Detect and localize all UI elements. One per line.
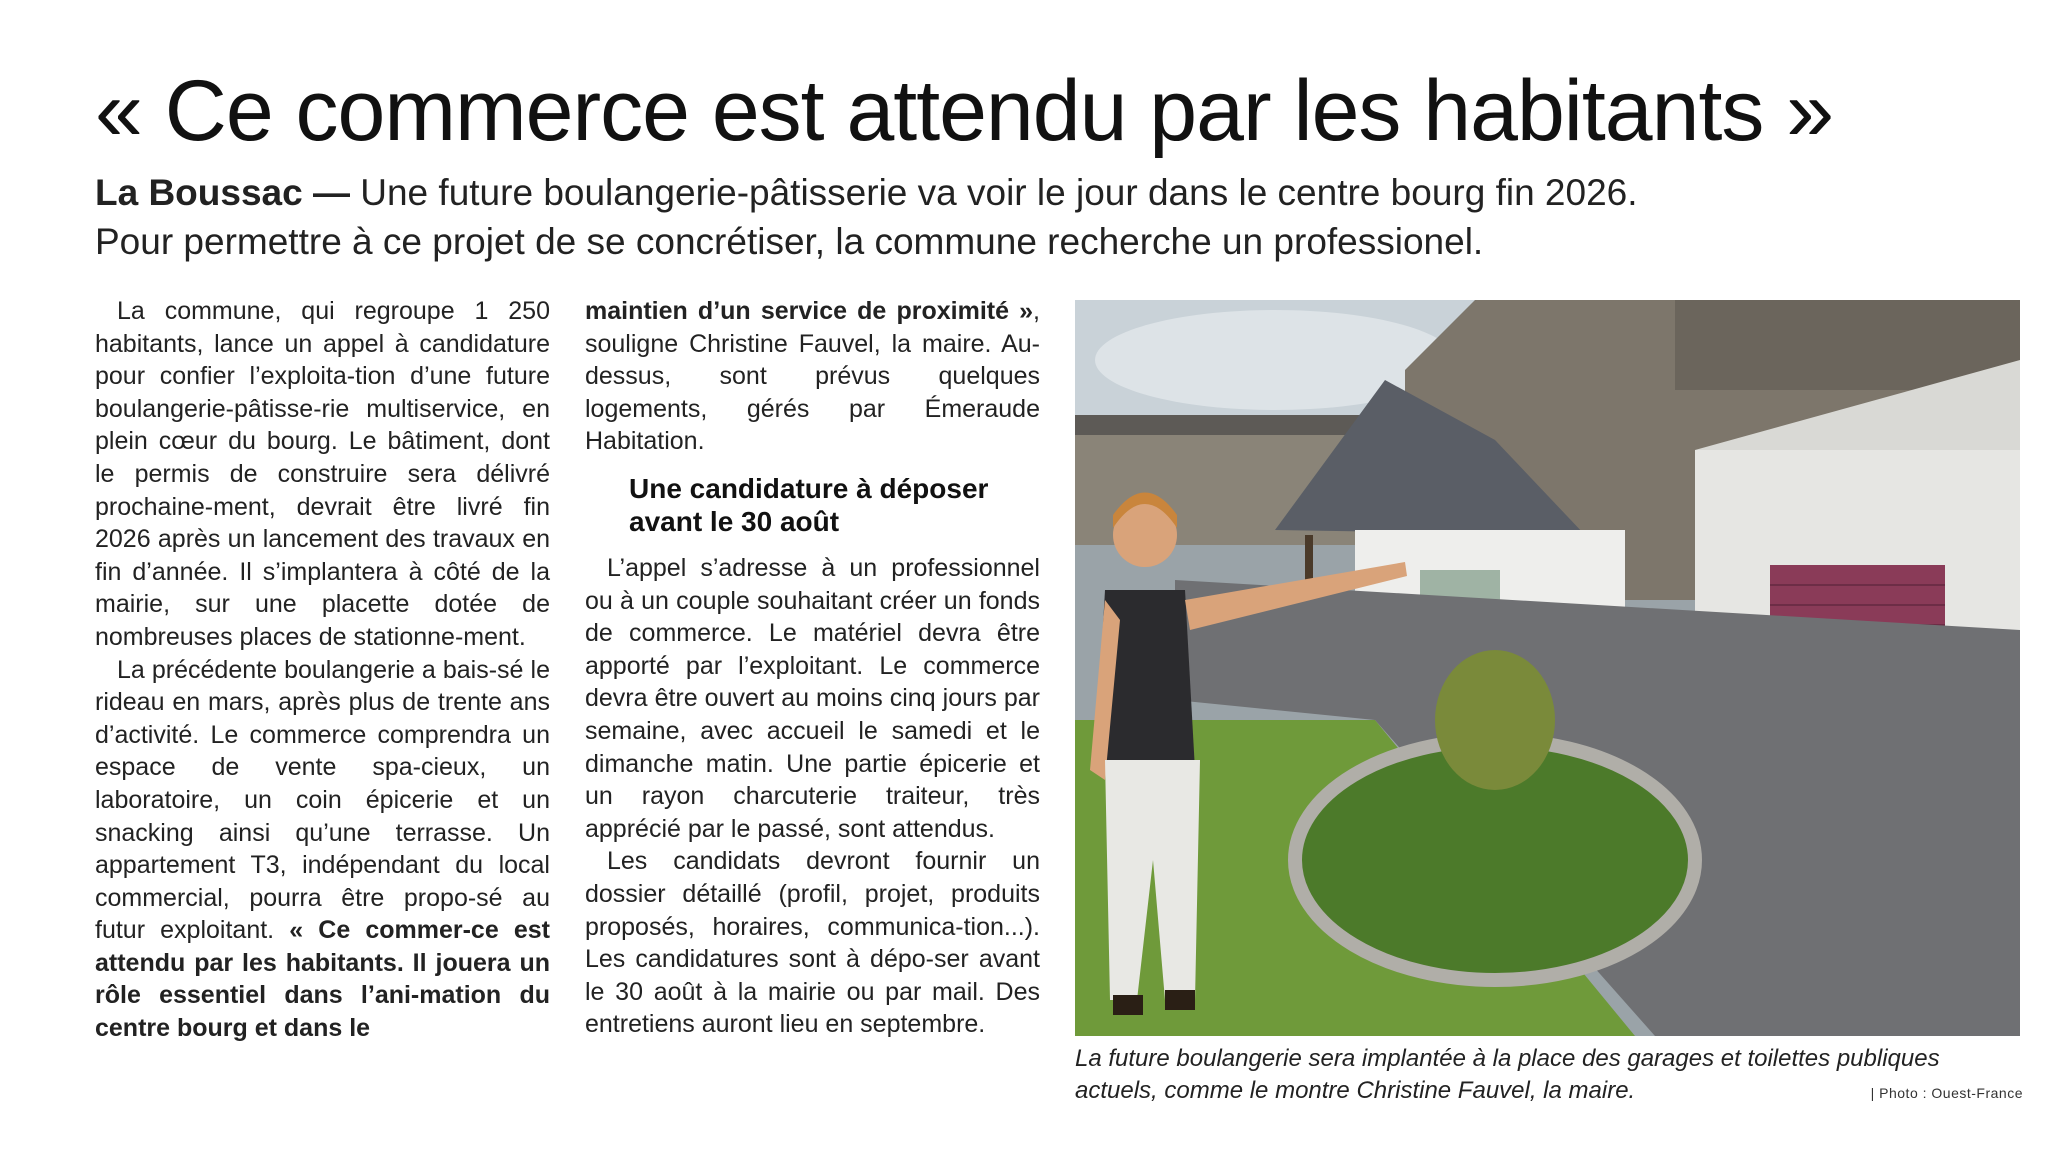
article-column-2	[585, 295, 1040, 1041]
dateline-location: La Boussac —	[95, 172, 350, 213]
photo-caption: La future boulangerie sera implantée à la place des garages et toilettes publiques actuels, comme le montre Christine Fauvel, la maire.	[1075, 1045, 1940, 1104]
headline: « Ce commerce est attendu par les habitants »	[95, 63, 1834, 159]
article-column-1	[95, 295, 550, 1045]
standfirst-line-2: Pour permettre à ce projet de se concrétiser, la commune recherche un professionel.	[95, 221, 1484, 262]
body-text: , souligne Christine Fauvel, la maire. Au-dessus, sont prévus quelques logements, gérés par Émeraude Habitation.	[585, 297, 1040, 456]
standfirst	[95, 168, 1895, 266]
body-text: La précédente boulangerie a bais-sé le rideau en mars, après plus de trente ans d’activité. Le commerce comprendra un espace de vente spa-cieux, un laboratoire, un coin épicerie et un snacking ainsi qu’une terrasse. Un appartement T3, indépendant du local commercial, pourra être propo-sé au futur exploitant.	[95, 655, 550, 945]
standfirst-line-1: Une future boulangerie-pâtisserie va voir le jour dans le centre bourg fin 2026.	[349, 172, 1638, 213]
subheading-line-2: avant le 30 août	[629, 505, 840, 537]
photo-illustration	[1075, 300, 2020, 1036]
body-paragraph: L’appel s’adresse à un professionnel ou à un couple souhaitant créer un fonds de commerce. Le matériel devra être apporté par l’exploitant. Le commerce devra être ouvert au moins cinq jours par semaine, avec accueil le samedi et le dimanche matin. Une partie épicerie et un rayon charcuterie traiteur, très apprécié par le passé, sont attendus.	[585, 553, 1040, 843]
section-subheading	[629, 472, 1040, 538]
subheading-line-1: Une candidature à déposer	[629, 472, 989, 504]
quote-text: maintien d’un service de proximité »	[585, 297, 1034, 325]
body-paragraph	[95, 654, 550, 1045]
body-paragraph: La commune, qui regroupe 1 250 habitants, lance un appel à candidature pour confier l’exploita-tion d’une future boulangerie-pâtisse-rie multiservice, en plein cœur du bourg. Le bâtiment, dont le permis de construire sera délivré prochaine-ment, devrait être livré fin 2026 après un lancement des travaux en fin d’année. Il s’implantera à côté de la mairie, sur une placette dotée de nombreuses places de stationne-ment.	[95, 297, 550, 651]
body-paragraph	[585, 295, 1040, 458]
body-paragraph: Les candidats devront fournir un dossier détaillé (profil, projet, produits proposés, horaires, communica-tion...). Les candidatures sont à dépo-ser avant le 30 août à la mairie ou par mail. Des entretiens auront lieu en septembre.	[585, 847, 1040, 1039]
article-photo	[1075, 300, 2020, 1036]
quote-text: « Ce commer-ce est attendu par les habitants. Il jouera un rôle essentiel dans l’ani-mation du centre bourg et dans le	[95, 916, 550, 1043]
photo-credit: | Photo : Ouest-France	[1870, 1085, 2023, 1101]
